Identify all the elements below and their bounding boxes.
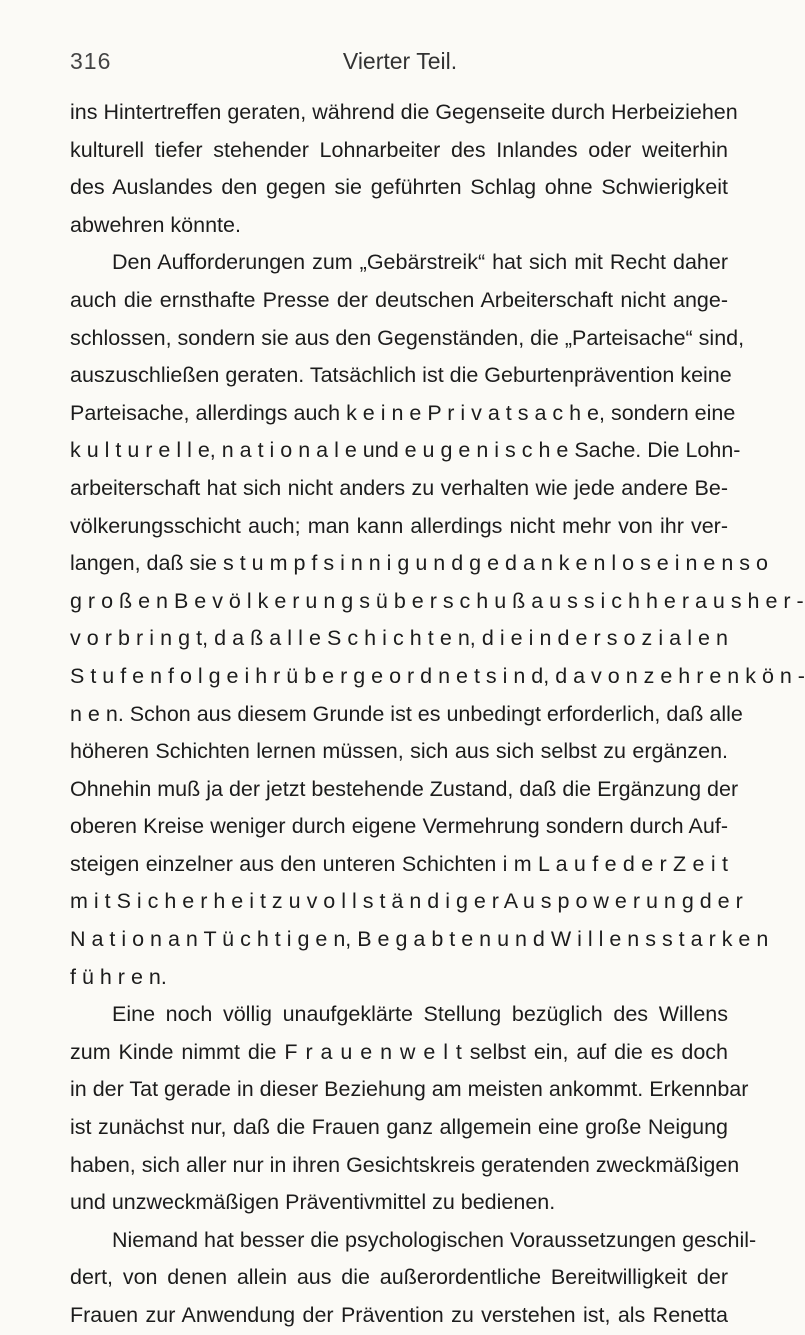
text-line: Niemand hat besser die psychologischen Voraussetzungen geschil- xyxy=(112,1227,757,1252)
text-line: k u l t u r e l l e, n a t i o n a l e und e u g e n i s c h e Sache. Die Lohn- xyxy=(70,438,741,463)
body-text xyxy=(70,94,805,1335)
text-line: abwehren könnte. xyxy=(70,212,241,237)
text-line: steigen einzelner aus den unteren Schichten i m L a u f e d e r Z e i t xyxy=(70,851,728,876)
text-line: arbeiterschaft hat sich nicht anders zu verhalten wie jede andere Be- xyxy=(70,475,728,500)
text-line: N a t i o n a n T ü c h t i g e n, B e g a b t e n u n d W i l l e n s s t a r k e n xyxy=(70,927,769,952)
running-head: Vierter Teil. xyxy=(342,48,458,74)
text-line: in der Tat gerade in dieser Beziehung am meisten ankommt. Erkennbar xyxy=(70,1077,749,1102)
text-line: oberen Kreise weniger durch eigene Vermehrung sondern durch Auf- xyxy=(70,814,728,839)
text-line: ist zunächst nur, daß die Frauen ganz allgemein eine große Neigung xyxy=(70,1115,728,1140)
text-line: schlossen, sondern sie aus den Gegenständen, die „Parteisache“ sind, xyxy=(70,325,745,350)
text-line: n e n. Schon aus diesem Grunde ist es unbedingt erforderlich, daß alle xyxy=(70,701,743,726)
text-line: g r o ß e n B e v ö l k e r u n g s ü b e r s c h u ß a u s s i c h h e r a u s h e r - xyxy=(70,588,804,613)
text-line: dert, von denen allein aus die außerordentliche Bereitwilligkeit der xyxy=(70,1265,728,1290)
text-line: Ohnehin muß ja der jetzt bestehende Zustand, daß die Ergänzung der xyxy=(70,776,739,801)
text-line: m i t S i c h e r h e i t z u v o l l s t ä n d i g e r A u s p o w e r u n g d e r xyxy=(70,889,743,914)
text-line: ins Hintertreffen geraten, während die Gegenseite durch Herbeiziehen xyxy=(70,100,738,124)
page-header xyxy=(0,48,800,78)
text-line: auszuschließen geraten. Tatsächlich ist die Geburtenprävention keine xyxy=(70,363,732,388)
text-line: langen, daß sie s t u m p f s i n n i g u n d g e d a n k e n l o s e i n e n s o xyxy=(70,551,768,576)
text-line: Frauen zur Anwendung der Prävention zu verstehen ist, als Renetta xyxy=(70,1303,728,1327)
text-line: f ü h r e n. xyxy=(70,964,167,989)
text-line: und unzweckmäßigen Präventivmittel zu bedienen. xyxy=(70,1190,556,1215)
text-line: Eine noch völlig unaufgeklärte Stellung bezüglich des Willens xyxy=(112,1002,728,1027)
text-line: völkerungsschicht auch; man kann allerdings nicht mehr von ihr ver- xyxy=(70,513,728,538)
text-line: höheren Schichten lernen müssen, sich aus sich selbst zu ergänzen. xyxy=(70,739,728,764)
text-line: Den Aufforderungen zum „Gebärstreik“ hat sich mit Recht daher xyxy=(112,250,728,275)
text-line: zum Kinde nimmt die F r a u e n w e l t selbst ein, auf die es doch xyxy=(70,1039,728,1064)
text-line: auch die ernsthafte Presse der deutschen Arbeiterschaft nicht ange- xyxy=(70,287,728,312)
text-line: kulturell tiefer stehender Lohnarbeiter des Inlandes oder weiterhin xyxy=(70,137,728,162)
text-line: v o r b r i n g t, d a ß a l l e S c h i c h t e n, d i e i n d e r s o z i a l e n xyxy=(70,626,728,651)
page-number: 316 xyxy=(70,48,112,74)
text-line: haben, sich aller nur in ihren Gesichtskreis geratenden zweckmäßigen xyxy=(70,1152,740,1177)
text-line: S t u f e n f o l g e i h r ü b e r g e o r d n e t s i n d, d a v o n z e h r e n k ö n - xyxy=(70,663,805,688)
text-line: des Auslandes den gegen sie geführten Schlag ohne Schwierigkeit xyxy=(70,175,728,200)
text-line: Parteisache, allerdings auch k e i n e P r i v a t s a c h e, sondern eine xyxy=(70,400,736,425)
